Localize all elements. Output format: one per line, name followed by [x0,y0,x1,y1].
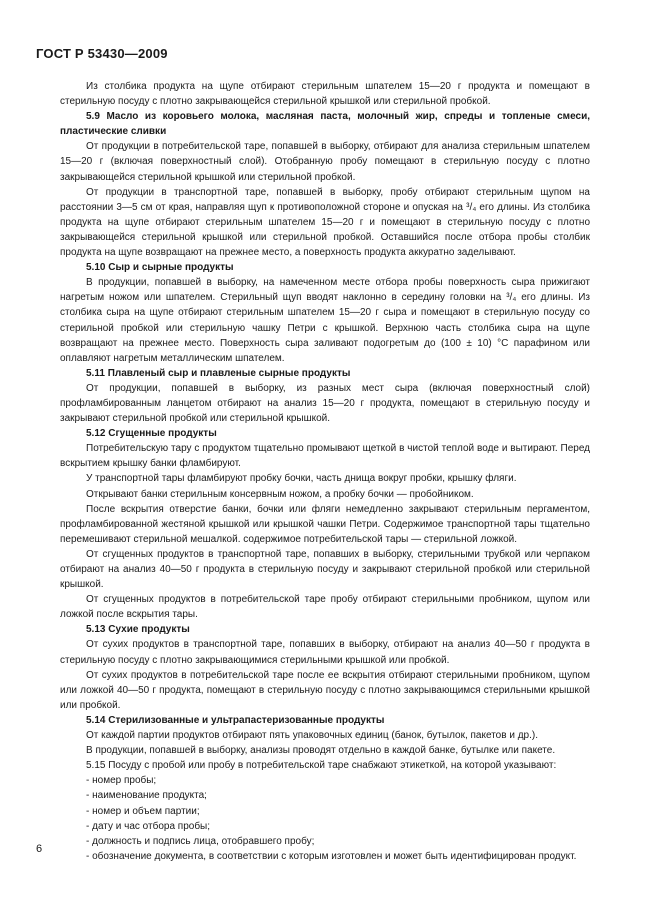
paragraph: От сгущенных продуктов в транспортной таре, попавших в выборку, стерильными трубкой или черпаком отбирают на анализ 40—50 г продукта в стерильную посуду и закрывают стерильной пробкой или стерильной крышкой. [60,548,590,591]
section-heading-5-11: 5.11 Плавленый сыр и плавленые сырные продукты [86,367,351,379]
paragraph: В продукции, попавшей в выборку, на намеченном месте отбора пробы поверхность сыра прижигают нагретым ножом или шпателем. Стерильный щуп вводят наклонно в середину головки на ³/₄ его длины. Из столбика сыра на щупе отбирают стерильным шпателем 15—20 г сыра и помещают в стерильную посуду со стерильной пробкой или стерильную чашку Петри с крышкой. Верхнюю часть столбика сыра на щупе возвращают на прежнее место. Поверхность сыра заливают подогретым до (100 ± 10) °С парафином или оплавляют нагретым металлическим шпателем. [60,277,590,364]
paragraph: От продукции в транспортной таре, попавшей в выборку, пробу отбирают стерильным щупом на расстоянии 3—5 см от края, направляя щуп к противоположной стороне и опуская на ³/₄ его длины. Из столбика продукта на щупе отбирают стерильным шпателем 15—20 г и помещают в стерильную посуду с плотно закрывающейся стерильной крышкой или стерильной пробкой. Оставшийся после отбора пробы столбик продукта на щупе возвращают на прежнее место, а поверхность продукта аккуратно заделывают. [60,186,590,259]
paragraph: От сухих продуктов в потребительской таре после ее вскрытия отбирают стерильными пробником, щупом или ложкой 40—50 г продукта, помещают в стерильную посуду с плотно закрывающимся стерильными крышкой или пробкой. [60,669,590,711]
section-heading-5-14: 5.14 Стерилизованные и ультрапастеризованные продукты [86,714,385,726]
paragraph: От продукции в потребительской таре, попавшей в выборку, отбирают для анализа стерильным шпателем 15—20 г (включая поверхностный слой). Отобранную пробу помещают в стерильную посуду с плотно закрывающейся стерильной крышкой или стерильной пробкой. [60,141,590,183]
list-item: - дату и час отбора пробы; [86,820,211,832]
paragraph: В продукции, попавшей в выборку, анализы проводят отдельно в каждой банке, бутылке или пакете. [86,745,556,757]
list-item: - обозначение документа, в соответствии с которым изготовлен и может быть идентифицирован продукт. [86,850,577,862]
list-item: - наименование продукта; [86,790,207,802]
paragraph: Из столбика продукта на щупе отбирают стерильным шпателем 15—20 г продукта и помещают в стерильную посуду с плотно закрывающейся стерильной крышкой или стерильной пробкой. [60,81,590,108]
section-heading-5-9: 5.9 Масло из коровьего молока, масляная паста, молочный жир, спреды и топленые смеси, пластические сливки [60,111,590,138]
section-heading-5-13: 5.13 Сухие продукты [86,624,190,636]
paragraph: Открывают банки стерильным консервным ножом, а пробку бочки — пробойником. [86,488,474,500]
section-heading-5-10: 5.10 Сыр и сырные продукты [86,262,234,274]
paragraph: От каждой партии продуктов отбирают пять упаковочных единиц (банок, бутылок, пакетов и др.). [86,730,538,742]
document-header: ГОСТ Р 53430—2009 [36,46,168,61]
section-heading-5-12: 5.12 Сгущенные продукты [86,428,217,440]
paragraph: От продукции, попавшей в выборку, из разных мест сыра (включая поверхностный слой) профламбированным ланцетом отбирают на анализ 15—20 г продукта, помещают в стерильную посуду и закрывают стерильной пробкой или стерильной крышкой. [60,382,590,425]
paragraph: От сухих продуктов в транспортной таре, попавших в выборку, отбирают на анализ 40—50 г продукта в стерильную посуду с плотно закрывающимися стерильными крышкой или пробкой. [60,639,590,666]
paragraph: У транспортной тары фламбируют пробку бочки, часть днища вокруг пробки, крышку фляги. [86,473,517,485]
page-number: 6 [36,843,43,855]
list-item: - номер и объем партии; [86,805,200,817]
list-item: - должность и подпись лица, отобравшего пробу; [86,835,315,847]
paragraph: От сгущенных продуктов в потребительской таре пробу отбирают стерильными пробником, щупом или ложкой после вскрытия тары. [60,594,590,621]
list-item: - номер пробы; [86,775,157,787]
document-body [60,79,590,864]
paragraph-5-15: 5.15 Посуду с пробой или пробу в потребительской таре снабжают этикеткой, на которой указывают: [86,760,557,772]
paragraph: После вскрытия отверстие банки, бочки или фляги немедленно закрывают стерильным пергаментом, профламбированной жестяной крышкой или крышкой чашки Петри. Содержимое транспортной тары тщательно перемешивают стерильной мешалкой. содержимое потребительской тары — стерильной ложкой. [60,503,590,545]
paragraph: Потребительскую тару с продуктом тщательно промывают щеткой в чистой теплой воде и вытирают. Перед вскрытием крышку банки фламбируют. [60,443,590,470]
